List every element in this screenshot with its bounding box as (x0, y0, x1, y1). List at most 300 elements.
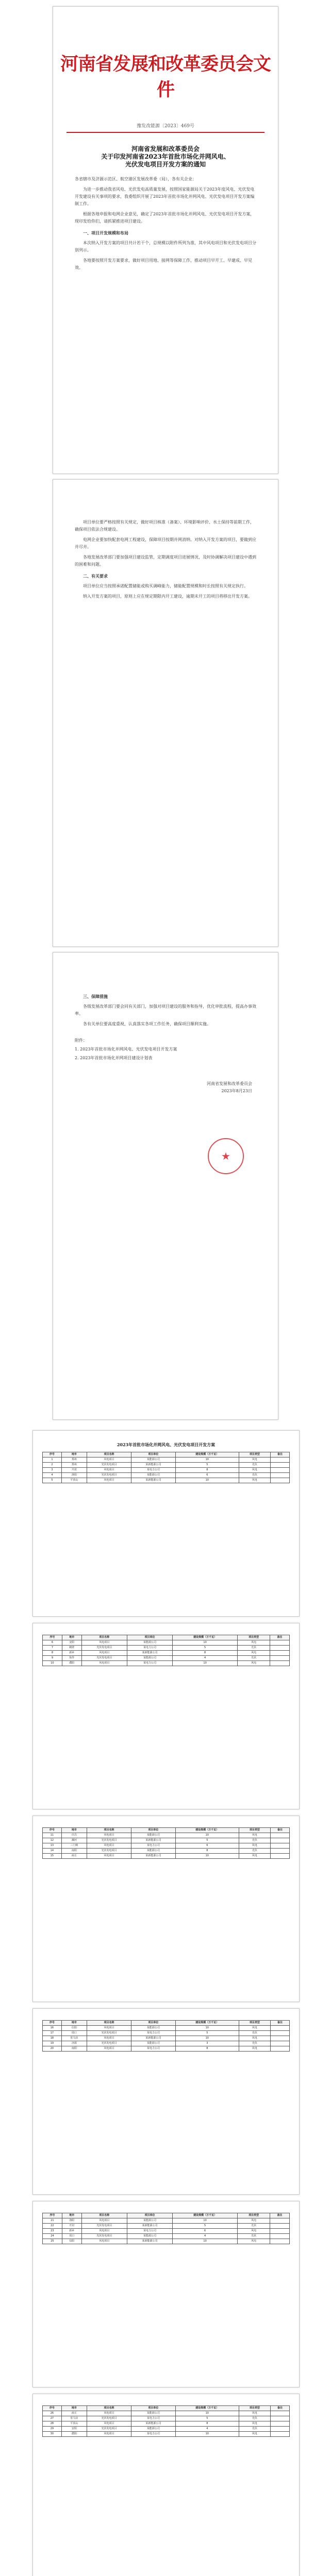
table-cell: 光伏 (239, 2031, 270, 2036)
table-cell: 风电 (239, 2036, 270, 2041)
table-cell (271, 2432, 290, 2437)
table-cell: 5 (175, 2416, 239, 2421)
table-cell: 濮阳 (62, 1661, 81, 1666)
table-cell: 风电项目 (87, 1843, 131, 1849)
table-row (43, 2036, 290, 2041)
table-cell: 某能源公司 (127, 2234, 172, 2239)
table-row (43, 1468, 290, 1473)
table-cell (270, 1646, 290, 1651)
table-cell (270, 1656, 290, 1661)
table-cell: 某电力公司 (131, 2432, 175, 2437)
table-row (43, 2026, 290, 2031)
table-cell (271, 1468, 290, 1473)
table-cell: 10 (175, 1833, 239, 1838)
table-header-cell: 项目名称 (87, 2406, 131, 2411)
paragraph: 各地发展改革部门要加强项目建设监管，定期调度项目进展情况，及时协调解决项目建设中遇到的困难和问题。 (75, 555, 256, 567)
table-cell: 风电 (238, 1640, 270, 1646)
table-cell: 新乡 (62, 2229, 81, 2234)
document-page-2 (53, 479, 278, 947)
table-cell: 风电 (239, 2026, 270, 2031)
table-row (43, 1854, 290, 1859)
table-cell (271, 1463, 290, 1468)
paragraph: 为进一步推动我省风电、光伏发电高质量发展，按照国家能源局关于2023年度风电、光伏发电开发建设有关事项的要求，我委组织开展了2023年首批市场化并网风电、光伏发电项目开发方案编制工作。 (75, 187, 255, 206)
table-cell: 6 (43, 1640, 62, 1646)
table-cell: 风电 (239, 2432, 270, 2437)
project-table (42, 2213, 290, 2244)
table-cell: 周口 (61, 2031, 87, 2036)
table-cell: 开封 (62, 2224, 81, 2229)
table-header-cell: 项目名称 (81, 1635, 127, 1640)
table-cell: 29 (43, 2427, 62, 2432)
table-cell: 焦作 (62, 1656, 81, 1661)
project-table (42, 1635, 290, 1666)
document-body (53, 176, 278, 272)
table-header-cell: 项目单位 (131, 1828, 175, 1833)
table-cell: 光伏发电项目 (87, 2416, 131, 2421)
table-cell: 某电力公司 (131, 1843, 175, 1849)
red-divider (67, 132, 264, 133)
table-cell: 10 (175, 2432, 239, 2437)
table-cell: 光伏 (238, 2234, 270, 2239)
table-cell: 风电 (238, 1661, 270, 1666)
table-header-cell: 建设规模（万千瓦） (175, 1828, 239, 1833)
table-cell: 风电 (239, 1478, 270, 1483)
section-heading: 一、项目开发规模和布局 (83, 230, 128, 235)
table-cell: 6 (175, 1473, 239, 1478)
table-cell: 5 (175, 2031, 239, 2036)
table-cell: 某能源公司 (131, 2041, 175, 2046)
paragraph: 电网企业要加快配套电网工程建设，保障项目按期并网消纳。对纳入开发方案的项目，要做到应并尽并。 (75, 537, 256, 549)
project-table (42, 2405, 290, 2437)
table-header-cell: 项目单位 (131, 1452, 175, 1458)
attachments-label: 附件： (75, 1038, 87, 1043)
table-cell: 17 (43, 2031, 62, 2036)
table-cell: 某新能源公司 (131, 2036, 175, 2041)
table-cell: 风电 (238, 2239, 270, 2244)
table-cell: 某能源公司 (131, 1833, 175, 1838)
table-header-cell: 备注 (271, 2406, 290, 2411)
table-cell: 安阳 (62, 1640, 81, 1646)
table-cell (271, 1838, 290, 1843)
table-cell: 风电项目 (81, 1640, 127, 1646)
table-header-cell: 项目单位 (131, 2021, 175, 2026)
table-cell: 20 (43, 2046, 62, 2052)
table-row (43, 1458, 290, 1463)
table-cell: 10 (173, 1640, 238, 1646)
table-page-2 (32, 1623, 300, 1809)
table-cell: 10 (175, 1458, 239, 1463)
signoff (75, 1080, 256, 1095)
table-cell: 信阳 (61, 2026, 87, 2031)
table-cell: 某能源公司 (131, 1473, 175, 1478)
table-header-cell: 备注 (271, 2021, 290, 2026)
table-cell: 某电力公司 (127, 1646, 172, 1651)
table-cell: 8 (173, 1651, 238, 1656)
table-cell: 18 (43, 2036, 62, 2041)
table-row (43, 1646, 290, 1651)
table-header-cell: 地市 (62, 2213, 81, 2218)
table-cell: 风电 (238, 2218, 270, 2224)
table-row (43, 2432, 290, 2437)
table-cell (271, 2421, 290, 2427)
table-row (43, 1651, 290, 1656)
table-cell: 某能源公司 (131, 1849, 175, 1854)
table-row (43, 2416, 290, 2421)
table-cell (271, 2031, 290, 2036)
section-heading: 三、保障措施 (83, 994, 108, 999)
table-cell: 某能源公司 (131, 2026, 175, 2031)
table-cell: 7 (43, 1646, 62, 1651)
table-header-cell: 建设规模（万千瓦） (175, 2406, 239, 2411)
sign-date: 2023年8月23日 (221, 1089, 252, 1093)
table-header-cell: 项目类型 (239, 2406, 270, 2411)
table-cell: 11 (43, 1833, 62, 1838)
table-cell: 风电 (239, 2411, 270, 2416)
table-cell: 光伏 (239, 2427, 270, 2432)
table-cell: 光伏发电项目 (87, 2031, 131, 2036)
table-row (43, 2421, 290, 2427)
table-header-cell: 建设规模（万千瓦） (173, 2213, 238, 2218)
table-cell: 风电项目 (87, 1478, 131, 1483)
table-cell: 许昌 (61, 1833, 87, 1838)
table-row (43, 1843, 290, 1849)
table-cell: 驻马店 (61, 2036, 87, 2041)
table-cell: 光伏 (238, 1646, 270, 1651)
table-cell: 风电 (239, 1854, 270, 1859)
table-row (43, 1849, 290, 1854)
table-cell: 12 (43, 1838, 62, 1843)
table-header-cell: 项目单位 (127, 2213, 172, 2218)
document-number: 豫发改能源〔2023〕469号 (136, 124, 195, 129)
attachment-item: 1. 2023年首批市场化并网风电、光伏发电项目开发方案 (75, 1047, 177, 1052)
table-cell: 5 (173, 1646, 238, 1651)
paragraph: 根据各地申报和电网企业意见，确定了2023年首批市场化并网风电、光伏发电项目开发方案，现印发给你们，请抓紧推进项目建设。 (75, 212, 255, 224)
table-row (43, 2234, 290, 2239)
table-cell: 19 (43, 2041, 62, 2046)
table-cell: 10 (173, 2239, 238, 2244)
table-row (43, 1838, 290, 1843)
table-cell: 风电 (239, 1458, 270, 1463)
table-cell: 光伏发电项目 (87, 1473, 131, 1478)
table-cell: 风电项目 (81, 2229, 127, 2234)
table-header-cell: 项目类型 (238, 2213, 270, 2218)
project-table (42, 2020, 290, 2052)
table-cell: 22 (43, 2224, 62, 2229)
table-cell: 某能源公司 (131, 2427, 175, 2432)
table-cell: 商丘 (61, 2411, 87, 2416)
table-cell: 某电力公司 (131, 2046, 175, 2052)
table-cell: 某新能源公司 (131, 1838, 175, 1843)
table-cell: 濮阳 (61, 2432, 87, 2437)
table-header-cell: 项目类型 (239, 2021, 270, 2026)
table-cell: 安阳 (61, 2427, 87, 2432)
table-cell (271, 1854, 290, 1859)
table-header-cell: 序号 (43, 1828, 62, 1833)
table-cell: 某能源公司 (127, 1656, 172, 1661)
table-cell (270, 2218, 290, 2224)
table-cell: 8 (175, 2046, 239, 2052)
table-cell (271, 2026, 290, 2031)
table-cell: 光伏发电项目 (87, 2427, 131, 2432)
table-cell: 风电项目 (87, 2026, 131, 2031)
table-row (43, 2224, 290, 2229)
table-cell: 5 (175, 1838, 239, 1843)
table-cell: 光伏 (238, 1656, 270, 1661)
table-cell: 某新能源公司 (127, 2224, 172, 2229)
table-cell: 光伏 (239, 1849, 270, 1854)
table-cell: 8 (43, 1651, 62, 1656)
document-page-3 (53, 952, 278, 1420)
table-cell: 鹤壁 (62, 1646, 81, 1651)
table-cell: 风电项目 (87, 1854, 131, 1859)
table-cell: 10 (43, 1661, 62, 1666)
table-cell: 某电力公司 (131, 2416, 175, 2421)
table-header-cell: 备注 (270, 1635, 290, 1640)
table-cell (270, 2229, 290, 2234)
table-cell: 10 (175, 1854, 239, 1859)
table-cell: 平顶山 (61, 2421, 87, 2427)
table-cell: 南阳 (61, 1849, 87, 1854)
table-cell: 4 (173, 2234, 238, 2239)
table-cell: 9 (43, 1656, 62, 1661)
table-row (43, 2218, 290, 2224)
table-cell: 21 (43, 2218, 62, 2224)
table-cell: 25 (43, 2239, 62, 2244)
attachments (75, 1037, 256, 1062)
table-cell: 6 (173, 2229, 238, 2234)
table-header-cell: 地市 (62, 1635, 81, 1640)
table-cell (271, 2041, 290, 2046)
document-body (53, 480, 278, 600)
table-cell: 平顶山 (61, 1478, 87, 1483)
table-row (43, 2031, 290, 2036)
table-header-cell: 建设规模（万千瓦） (175, 1452, 239, 1458)
table-cell (270, 2239, 290, 2244)
table-page-5 (32, 2201, 300, 2387)
table-cell: 风电项目 (87, 2411, 131, 2416)
table-cell: 10 (175, 1478, 239, 1483)
table-header-cell: 地市 (61, 1828, 87, 1833)
table-row (43, 2239, 290, 2244)
table-header-cell: 项目类型 (238, 1635, 270, 1640)
table-row (43, 1478, 290, 1483)
table-cell: 5 (175, 1463, 239, 1468)
seal-star-icon: ★ (221, 1150, 230, 1162)
table-cell: 24 (43, 2234, 62, 2239)
table-row (43, 2229, 290, 2234)
table-cell: 30 (43, 2432, 62, 2437)
table-cell: 风电项目 (87, 2432, 131, 2437)
table-cell: 某电力公司 (131, 1468, 175, 1473)
title-line: 河南省发展和改革委员会 (131, 145, 200, 152)
table-cell: 26 (43, 2411, 62, 2416)
table-header-cell: 项目名称 (87, 2021, 131, 2026)
table-cell: 某新能源公司 (127, 1651, 172, 1656)
table-cell: 1 (43, 1458, 62, 1463)
table-cell: 4 (173, 1656, 238, 1661)
table-cell: 洛阳 (62, 2218, 81, 2224)
table-cell: 某新能源公司 (127, 2239, 172, 2244)
document-page-1 (53, 6, 278, 474)
table-cell: 光伏 (238, 2224, 270, 2229)
table-cell (270, 2224, 290, 2229)
table-header-cell: 地市 (61, 1452, 87, 1458)
table-header-cell: 建设规模（万千瓦） (173, 1635, 238, 1640)
table-cell: 光伏发电项目 (81, 1656, 127, 1661)
attachment-item: 2. 2023年首批市场化并网项目建设计划表 (75, 1056, 153, 1060)
table-cell: 某新能源公司 (131, 1854, 175, 1859)
table-row (43, 2046, 290, 2052)
paragraph: 本次纳入开发方案的项目共计若干个，总规模以附件所列为准，其中风电项目和光伏发电项目分别列示。 (75, 241, 256, 252)
table-cell: 风电项目 (87, 2421, 131, 2427)
table-cell: 6 (175, 1843, 239, 1849)
table-cell (271, 1843, 290, 1849)
salutation: 各省辖市及济源示范区、航空港区发展改革委（局），各有关企业： (75, 177, 196, 181)
project-table (42, 1827, 290, 1859)
table-cell: 风电项目 (87, 1458, 131, 1463)
table-header-cell: 备注 (270, 2213, 290, 2218)
table-row (43, 1473, 290, 1478)
table-cell: 10 (175, 2411, 239, 2416)
table-cell: 风电 (238, 1651, 270, 1656)
table-cell: 光伏发电项目 (87, 1463, 131, 1468)
table-header-cell: 项目类型 (239, 1828, 270, 1833)
paragraph: 纳入开发方案的项目，原则上应在规定期限内开工建设，逾期未开工的项目将移出开发方案。 (83, 594, 252, 599)
document-body (53, 953, 278, 1095)
table-header-cell: 备注 (271, 1452, 290, 1458)
table-cell: 济源 (61, 2041, 87, 2046)
table-cell: 28 (43, 2421, 62, 2427)
table-cell: 4 (175, 2427, 239, 2432)
table-cell: 风电项目 (87, 2046, 131, 2052)
table-cell (271, 2036, 290, 2041)
table-cell: 27 (43, 2416, 62, 2421)
table-cell: 风电项目 (87, 2036, 131, 2041)
table-cell: 某电力公司 (127, 2229, 172, 2234)
table-cell: 郑州 (61, 1458, 87, 1463)
table-cell: 15 (43, 1854, 62, 1859)
table-cell: 5 (173, 2224, 238, 2229)
table-cell: 13 (43, 1843, 62, 1849)
table-cell: 某能源公司 (127, 2218, 172, 2224)
table-cell: 某能源公司 (131, 2411, 175, 2416)
table-title: 2023年首批市场化并网风电、光伏发电项目开发方案 (117, 1442, 216, 1447)
table-cell: 风电项目 (81, 1661, 127, 1666)
paragraph: 项目单位要严格按照有关规定，做好项目核准（备案）、环境影响评价、水土保持等前期工作，确保项目依法合规建设。 (75, 520, 254, 532)
table-row (43, 2411, 290, 2416)
table-header-cell: 序号 (43, 2213, 62, 2218)
title-line: 光伏发电项目开发方案的通知 (125, 161, 206, 168)
table-header-cell: 项目名称 (87, 1828, 131, 1833)
paragraph: 各地要按照开发方案要求，做好项目用地、接网等保障工作，推动项目早开工、早建成、早见效。 (75, 258, 252, 270)
table-cell: 10 (175, 2026, 239, 2031)
table-row (43, 2041, 290, 2046)
table-cell (270, 1661, 290, 1666)
table-cell: 光伏发电项目 (87, 1849, 131, 1854)
table-header-cell: 地市 (61, 2021, 87, 2026)
table-cell: 光伏发电项目 (87, 1838, 131, 1843)
title-line: 关于印发河南省2023年首批市场化并网风电、 (101, 153, 230, 160)
table-row (43, 1833, 290, 1838)
table-cell (271, 2427, 290, 2432)
table-cell: 风电项目 (81, 2218, 127, 2224)
table-cell: 周口 (62, 2234, 81, 2239)
table-cell: 某能源公司 (127, 1640, 172, 1646)
table-cell: 10 (173, 2218, 238, 2224)
official-seal-icon (208, 1138, 244, 1174)
table-cell: 光伏 (239, 1838, 270, 1843)
table-header-cell: 备注 (271, 1828, 290, 1833)
table-cell: 某电力公司 (131, 2031, 175, 2036)
table-cell: 南阳 (61, 2046, 87, 2052)
table-cell: 10 (175, 2036, 239, 2041)
table-cell: 郑州 (61, 1463, 87, 1468)
table-page-6 (32, 2394, 300, 2576)
table-cell (271, 2411, 290, 2416)
table-cell: 16 (43, 2026, 62, 2031)
table-cell: 3 (175, 2041, 239, 2046)
table-cell: 光伏发电项目 (87, 2041, 131, 2046)
table-cell: 某电力公司 (127, 1661, 172, 1666)
table-header-cell: 项目单位 (127, 1635, 172, 1640)
table-cell: 风电项目 (81, 1651, 127, 1656)
table-cell: 4 (43, 1473, 62, 1478)
table-cell: 新乡 (62, 1651, 81, 1656)
table-cell: 8 (175, 1849, 239, 1854)
table-header-cell: 序号 (43, 2406, 62, 2411)
table-cell: 商丘 (61, 1854, 87, 1859)
table-header-cell: 序号 (43, 1635, 62, 1640)
table-header-cell: 项目名称 (87, 1452, 131, 1458)
table-page-3 (32, 1816, 300, 2002)
table-cell: 3 (43, 1468, 62, 1473)
table-header-cell: 序号 (43, 2021, 62, 2026)
table-cell (271, 2416, 290, 2421)
table-cell: 10 (173, 1661, 238, 1666)
table-cell: 洛阳 (61, 1473, 87, 1478)
table-page-1 (32, 1430, 300, 1617)
table-cell: 风电 (238, 2229, 270, 2234)
paragraph: 各有关单位要高度重视，认真落实各项工作任务，确保项目顺利实施。 (83, 1022, 211, 1026)
document-title (53, 145, 278, 168)
table-cell: 8 (175, 1468, 239, 1473)
table-cell: 某能源公司 (131, 1458, 175, 1463)
table-cell: 光伏发电项目 (81, 2224, 127, 2229)
table-cell: 风电项目 (87, 1833, 131, 1838)
table-header-cell: 地市 (61, 2406, 87, 2411)
table-cell (271, 1849, 290, 1854)
table-header-cell: 项目单位 (131, 2406, 175, 2411)
table-cell (270, 1651, 290, 1656)
table-row (43, 1661, 290, 1666)
table-cell: 23 (43, 2229, 62, 2234)
table-cell (271, 1458, 290, 1463)
table-cell: 风电 (239, 1833, 270, 1838)
red-header: 河南省发展和改革委员会文件 (60, 54, 271, 100)
table-cell: 漯河 (61, 1838, 87, 1843)
table-header-cell: 项目名称 (81, 2213, 127, 2218)
table-cell (271, 1478, 290, 1483)
table-header-cell: 建设规模（万千瓦） (175, 2021, 239, 2026)
table-cell: 驻马店 (61, 2416, 87, 2421)
table-cell: 光伏发电项目 (81, 1646, 127, 1651)
table-cell: 风电项目 (81, 2239, 127, 2244)
table-cell (271, 1473, 290, 1478)
table-cell: 光伏 (239, 2416, 270, 2421)
table-cell (270, 1640, 290, 1646)
table-cell: 风电项目 (87, 1468, 131, 1473)
table-cell: 某新能源公司 (131, 1463, 175, 1468)
